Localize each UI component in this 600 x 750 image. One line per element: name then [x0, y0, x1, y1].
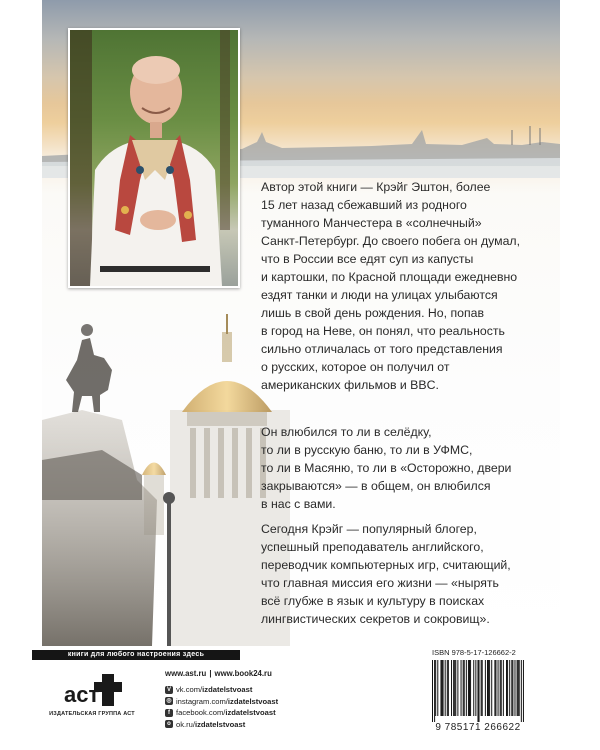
site-ast-link[interactable]: www.ast.ru [165, 669, 207, 678]
barcode-bar [519, 660, 520, 716]
instagram-icon: ◎ [166, 698, 172, 705]
social-handle: izdatelstvoast [225, 708, 276, 717]
barcode-bar [463, 660, 464, 716]
social-prefix: instagram.com/ [176, 696, 228, 706]
st-petersburg-monument-illustration [42, 300, 292, 646]
barcode-bar [469, 660, 470, 716]
barcode-bar [495, 660, 496, 716]
site-separator: | [209, 669, 212, 678]
barcode-bar [443, 660, 444, 716]
social-handle: izdatelstvoast [202, 685, 253, 694]
barcode-bar [435, 660, 436, 716]
barcode-bar [507, 660, 508, 716]
social-prefix: ok.ru/ [176, 719, 195, 729]
barcode-bar [470, 660, 471, 716]
barcode-bar [445, 660, 446, 716]
site-book24-link[interactable]: www.book24.ru [214, 669, 272, 678]
barcode-bar [517, 660, 518, 716]
barcode [432, 660, 524, 722]
barcode-bar [501, 660, 502, 716]
barcode-bar [451, 660, 452, 716]
barcode-bar [523, 660, 524, 722]
barcode-bar [487, 660, 488, 716]
barcode-bar [481, 660, 482, 716]
odnoklassniki-icon: o [165, 720, 173, 728]
barcode-bar [479, 660, 480, 722]
author-photo [68, 28, 240, 288]
barcode-bar [466, 660, 467, 716]
barcode-bar [506, 660, 507, 716]
description-paragraph-3: Сегодня Крэйг — популярный блогер, успешный преподаватель английского, переводчик компьютерных игр, считающий, что главная миссия его жизни — «нырять всё глубже в язык и культуру в поисках лингвистических секретов и сокровищ». [261, 522, 511, 626]
barcode-digits: 9 785171 266622 [435, 722, 521, 733]
barcode-bar [455, 660, 456, 716]
barcode-bar [518, 660, 519, 716]
vk-icon: V [166, 686, 171, 693]
barcode-bar [432, 660, 433, 722]
barcode-bar [488, 660, 489, 716]
barcode-bar [473, 660, 474, 716]
barcode-bar [461, 660, 462, 716]
barcode-bar [457, 660, 458, 716]
social-link-vk[interactable] [165, 684, 278, 696]
barcode-bar [521, 660, 522, 722]
description-paragraph-1: Автор этой книги — Крэйг Эштон, более 15 лет назад сбежавший из родного туманного Манчестера в «солнечный» Санкт-Петербург. До своего побега он думал, что в России все едят суп из капусты и картошки, по Красной площади ежедневно ездят танки и люди на улицах улыбаются лишь в свой день рождения. Но, попав в город на Неве, он понял, что реальность сильно отличалась от того представления о русских, которое он получил от американских фильмов и BBC. [261, 180, 521, 392]
barcode-bar [442, 660, 443, 716]
slogan-bar: книги для любого настроения здесь [32, 650, 240, 660]
barcode-bar [447, 660, 448, 716]
barcode-bar [464, 660, 465, 716]
social-handle: izdatelstvoast [195, 719, 246, 729]
barcode-bar [514, 660, 515, 716]
barcode-bar [494, 660, 495, 716]
barcode-bar [440, 660, 441, 716]
barcode-bar [477, 660, 478, 722]
barcode-bar [503, 660, 504, 716]
barcode-bar [475, 660, 476, 716]
social-links-list [165, 684, 278, 730]
social-link-odnoklassniki[interactable] [165, 719, 278, 731]
social-prefix: vk.com/ [176, 685, 203, 694]
barcode-bar [511, 660, 512, 716]
barcode-bar [500, 660, 501, 716]
barcode-bar [482, 660, 483, 716]
isbn-label: ISBN 978-5-17-126662-2 [432, 648, 516, 657]
barcode-bar [434, 660, 435, 722]
barcode-bar [489, 660, 490, 716]
publisher-sites [165, 669, 272, 678]
barcode-bar [437, 660, 438, 716]
social-link-facebook[interactable] [165, 707, 278, 719]
logo-text: аст [64, 682, 100, 707]
social-link-instagram[interactable] [165, 696, 278, 708]
social-handle: izdatelstvoast [227, 696, 279, 706]
barcode-bar [509, 660, 510, 716]
barcode-bar [512, 660, 513, 716]
barcode-bar [491, 660, 492, 716]
barcode-bar [485, 660, 486, 716]
barcode-bar [448, 660, 449, 716]
barcode-bar [453, 660, 454, 716]
description-paragraph-2: Он влюбился то ли в селёдку, то ли в русскую баню, то ли в УФМС, то ли в Масяню, то ли в «Осторожно, двери закрываются» — в общем, он влюбился в нас с вами. [261, 425, 512, 511]
facebook-icon: f [165, 709, 173, 717]
social-prefix: facebook.com/ [176, 708, 226, 717]
publisher-group-label: ИЗДАТЕЛЬСКАЯ ГРУППА АСТ [49, 711, 135, 717]
barcode-bar [468, 660, 469, 716]
barcode-bar [498, 660, 499, 716]
ast-logo [62, 672, 124, 708]
barcode-bar [454, 660, 455, 716]
